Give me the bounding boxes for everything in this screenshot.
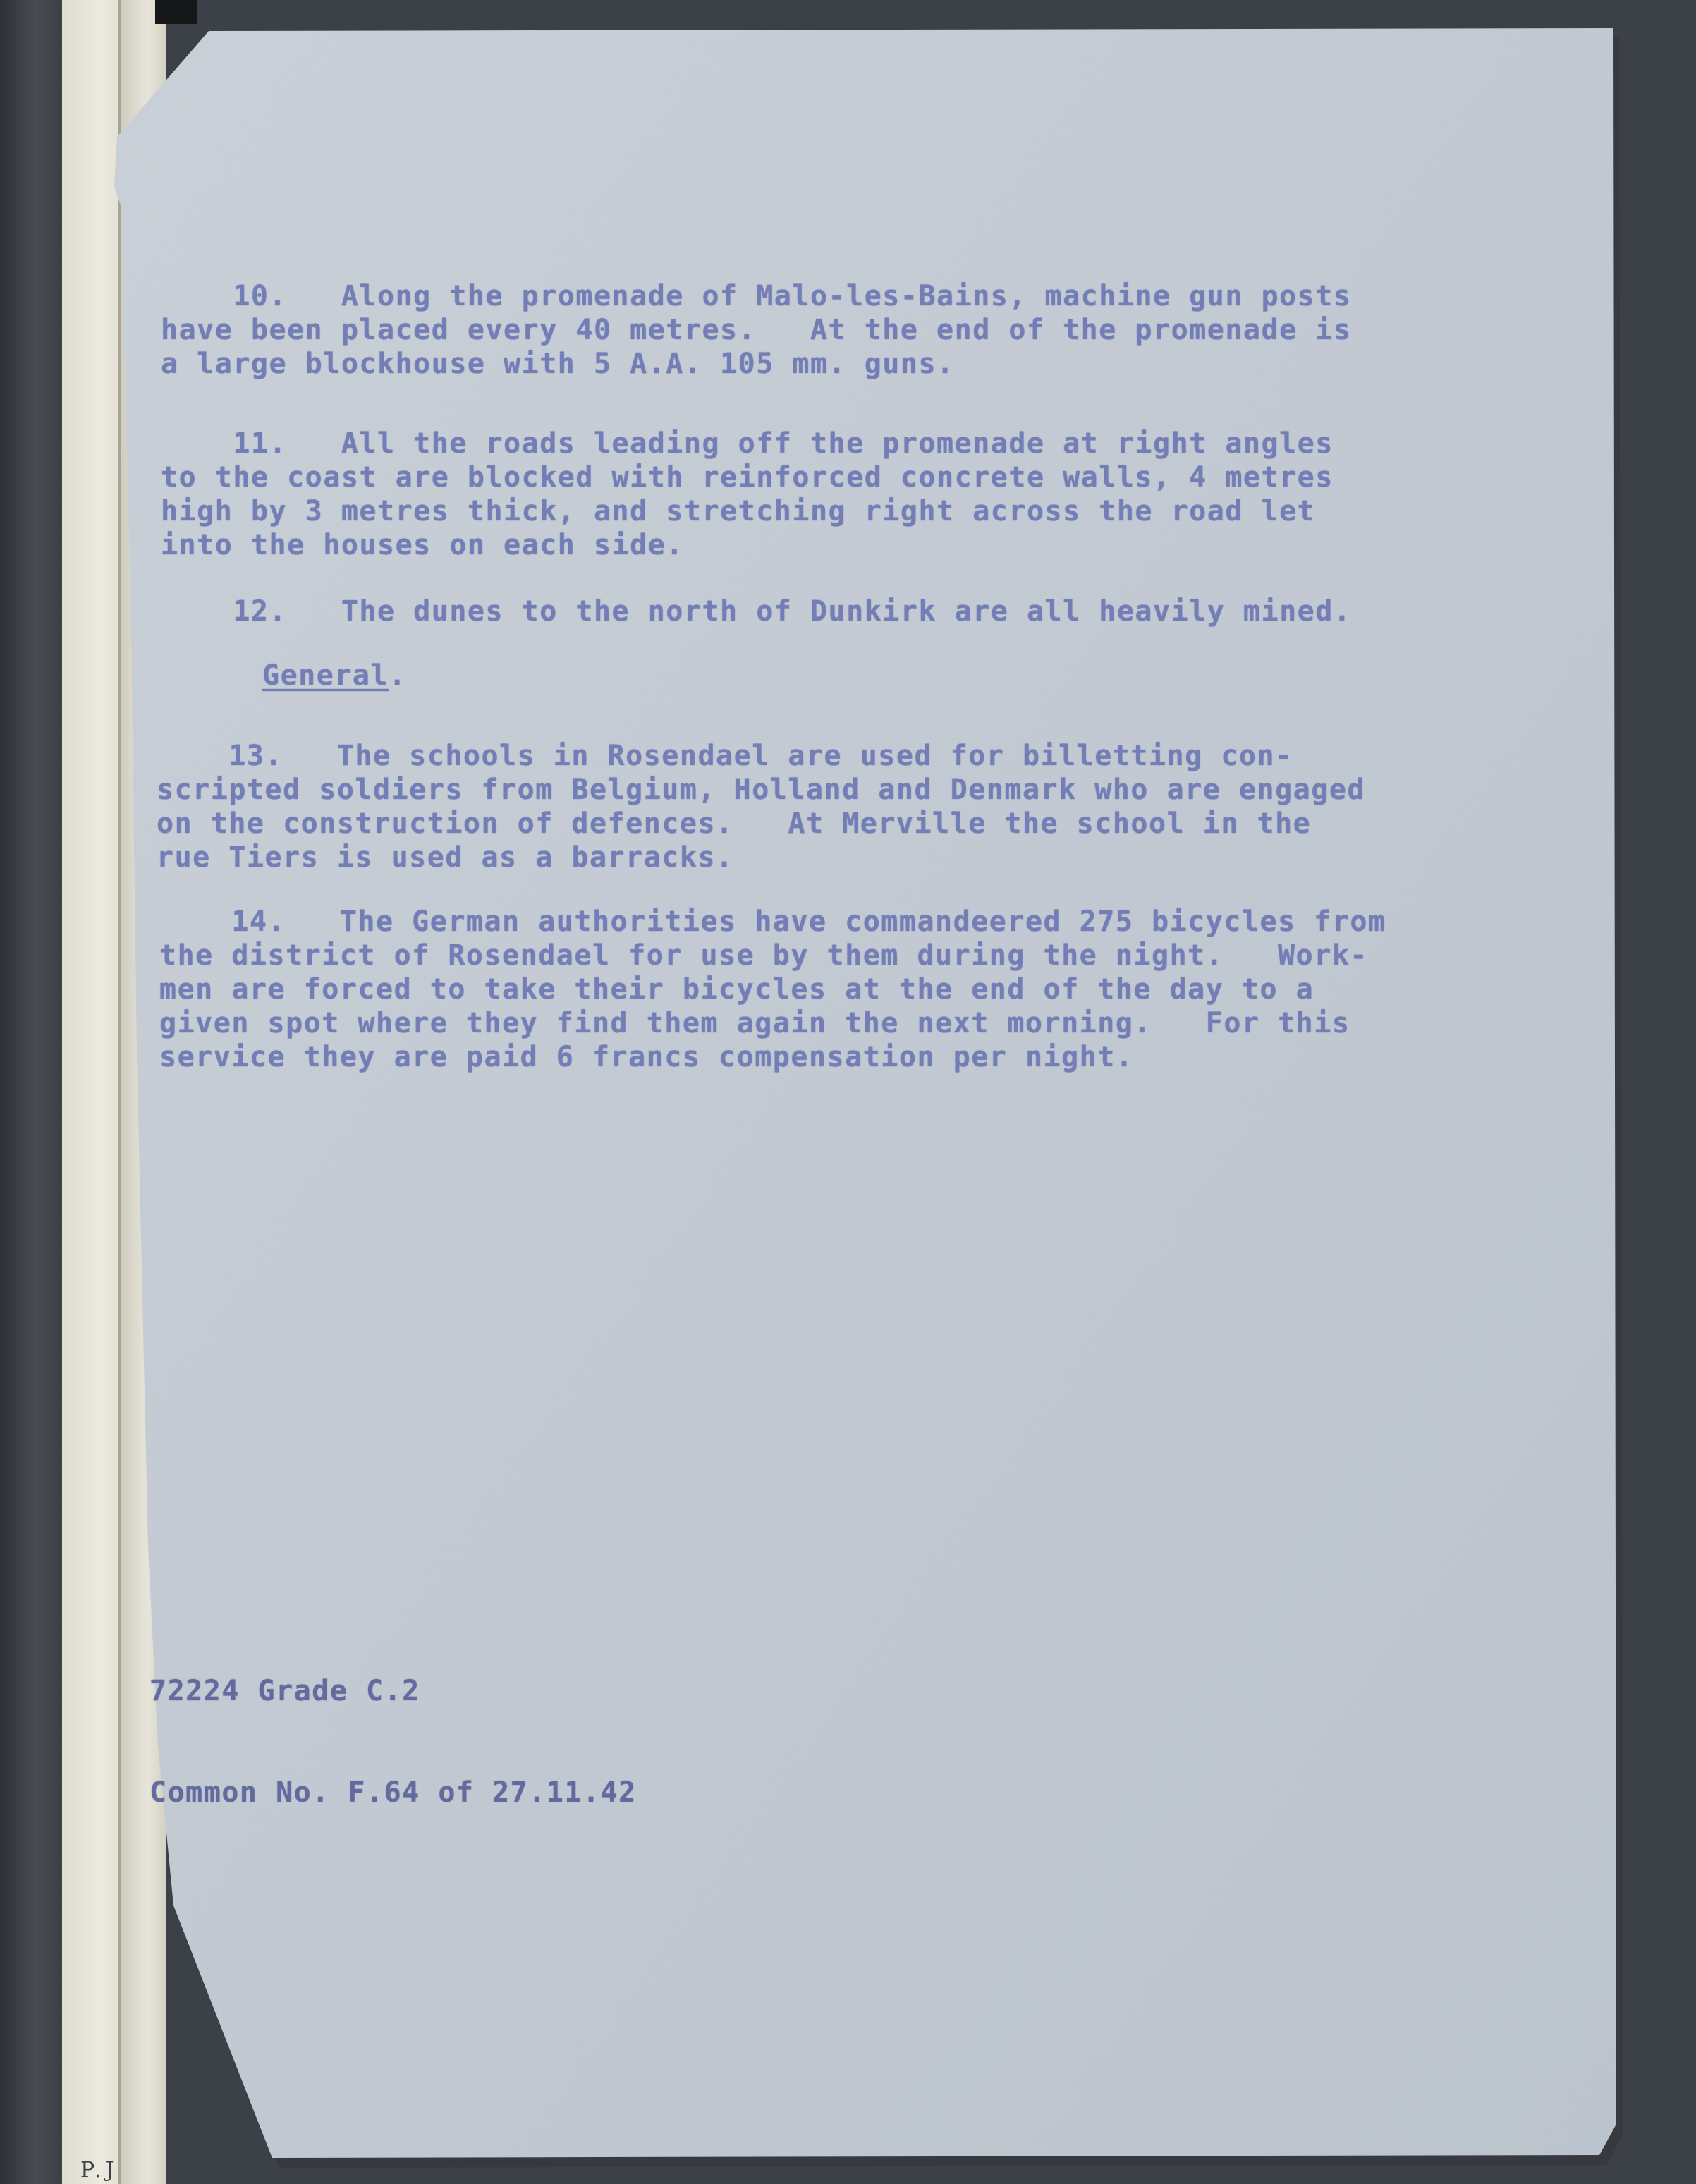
paragraph-14: 14. The German authorities have commandeered 275 bicycles from the district of Rosendael for use by them during the night. Work- men are forced to take their bicycles at the end of the day to a given spot where they find them again the next morning. For this service they are paid 6 francs compensation per night. (159, 905, 1386, 1073)
paragraph-10: 10. Along the promenade of Malo-les-Bains, machine gun posts have been placed every 40 metres. At the end of the promenade is a large blockhouse with 5 A.A. 105 mm. guns. (161, 280, 1352, 380)
paragraph-11: 11. All the roads leading off the promenade at right angles to the coast are blocked with reinforced concrete walls, 4 metres high by 3 metres thick, and stretching right across the road let into the houses on each side. (161, 427, 1334, 561)
section-heading (262, 659, 407, 693)
paragraph-13: 13. The schools in Rosendael are used for billetting con- scripted soldiers from Belgium, Holland and Denmark who are engaged on the construction of defences. At Merville the school in the rue Tiers is used as a barracks. (157, 740, 1365, 874)
underlying-sheet-mark: P.J (80, 2158, 118, 2183)
reference-grade: 72224 Grade C.2 (150, 1675, 420, 1707)
reference-block (150, 1606, 637, 1843)
paragraph-12: 12. The dunes to the north of Dunkirk are all heavily mined. (161, 595, 1352, 628)
section-heading-text: General (262, 659, 389, 692)
section-heading-punct: . (389, 659, 407, 692)
reference-common-no: Common No. F.64 of 27.11.42 (150, 1776, 637, 1809)
